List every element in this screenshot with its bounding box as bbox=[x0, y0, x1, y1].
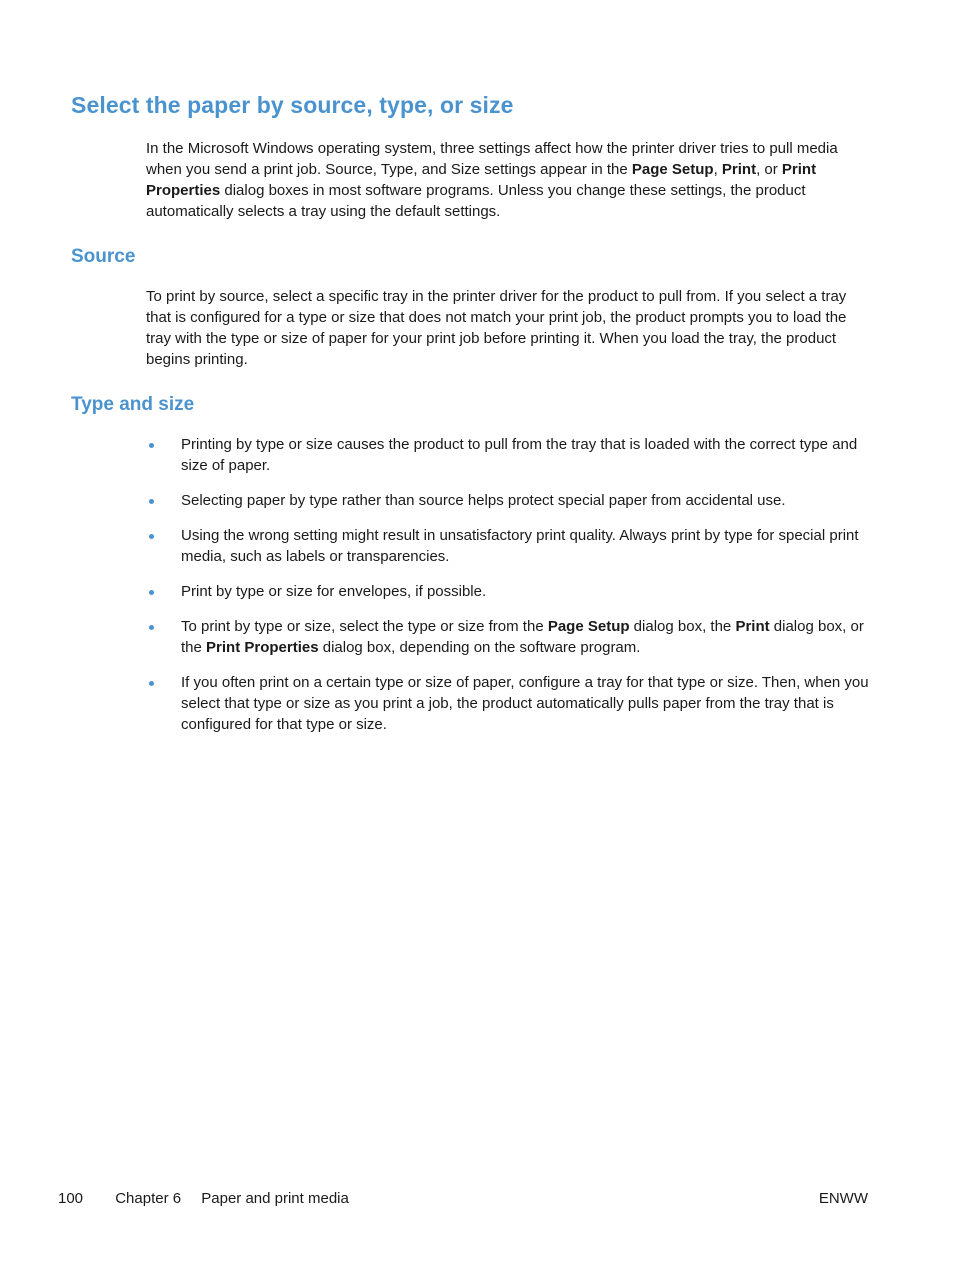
list-item bbox=[146, 434, 871, 476]
list-item-text-part: To print by type or size, select the type or size from the bbox=[181, 618, 548, 635]
intro-text: In the Microsoft Windows operating system, three settings affect how the printer driver tries to pull media when you send a print job. Source, Type, and Size settings appear in the bbox=[146, 140, 838, 178]
page-setup-term: Page Setup bbox=[547, 618, 630, 635]
type-and-size-heading: Type and size bbox=[71, 394, 195, 415]
intro-paragraph bbox=[146, 138, 866, 222]
source-heading: Source bbox=[71, 246, 136, 267]
print-term: Print bbox=[721, 161, 757, 178]
list-item-text-part: dialog box, depending on the software program. bbox=[318, 639, 641, 656]
list-item-text: Selecting paper by type rather than source helps protect special paper from accidental use. bbox=[181, 492, 786, 509]
list-item bbox=[146, 525, 871, 567]
list-item-text bbox=[181, 618, 864, 656]
list-item bbox=[146, 490, 871, 511]
footer-left bbox=[58, 1188, 349, 1209]
list-item bbox=[146, 672, 871, 735]
page-title: Select the paper by source, type, or size bbox=[71, 92, 514, 118]
list-item-text: Printing by type or size causes the product to pull from the tray that is loaded with the correct type and size of paper. bbox=[181, 436, 858, 474]
print-properties-term: Print Properties bbox=[146, 161, 817, 199]
footer-right: ENWW bbox=[818, 1190, 868, 1207]
print-properties-term: Print Properties bbox=[206, 639, 319, 656]
type-and-size-list bbox=[146, 434, 871, 749]
list-item-text: If you often print on a certain type or size of paper, configure a tray for that type or size. Then, when you select that type or size as you print a job, the product automatically pulls paper from the tray that is configured for that type or size. bbox=[181, 674, 869, 733]
print-term: Print bbox=[735, 618, 770, 635]
list-item-text-part: dialog box, the bbox=[629, 618, 736, 635]
intro-text: dialog boxes in most software programs. Unless you change these settings, the product automatically selects a tray using the default settings. bbox=[146, 182, 806, 220]
page-setup-term: Page Setup bbox=[631, 161, 714, 178]
list-item-text: Print by type or size for envelopes, if possible. bbox=[181, 583, 487, 600]
bullet-icon bbox=[149, 681, 154, 686]
bullet-icon bbox=[149, 625, 154, 630]
chapter-label: Chapter 6 bbox=[115, 1190, 182, 1207]
intro-text: , bbox=[713, 161, 722, 178]
bullet-icon bbox=[149, 590, 154, 595]
intro-text: , or bbox=[756, 161, 782, 178]
source-paragraph: To print by source, select a specific tray in the printer driver for the product to pull from. If you select a tray that is configured for a type or size that does not match your print job, the product prompts you to load the tray with the type or size of paper for your print job before printing it. When you load the tray, the product begins printing. bbox=[146, 288, 847, 368]
chapter-title: Paper and print media bbox=[201, 1190, 349, 1207]
bullet-icon bbox=[149, 499, 154, 504]
list-item-text: Using the wrong setting might result in unsatisfactory print quality. Always print by type for special print media, such as labels or transparencies. bbox=[181, 527, 859, 565]
list-item bbox=[146, 581, 871, 602]
page-footer bbox=[58, 1188, 868, 1209]
list-item bbox=[146, 616, 871, 658]
page-number: 100 bbox=[58, 1190, 84, 1207]
bullet-icon bbox=[149, 443, 154, 448]
list-item-text-part: dialog box, or the bbox=[181, 618, 864, 656]
bullet-icon bbox=[149, 534, 154, 539]
